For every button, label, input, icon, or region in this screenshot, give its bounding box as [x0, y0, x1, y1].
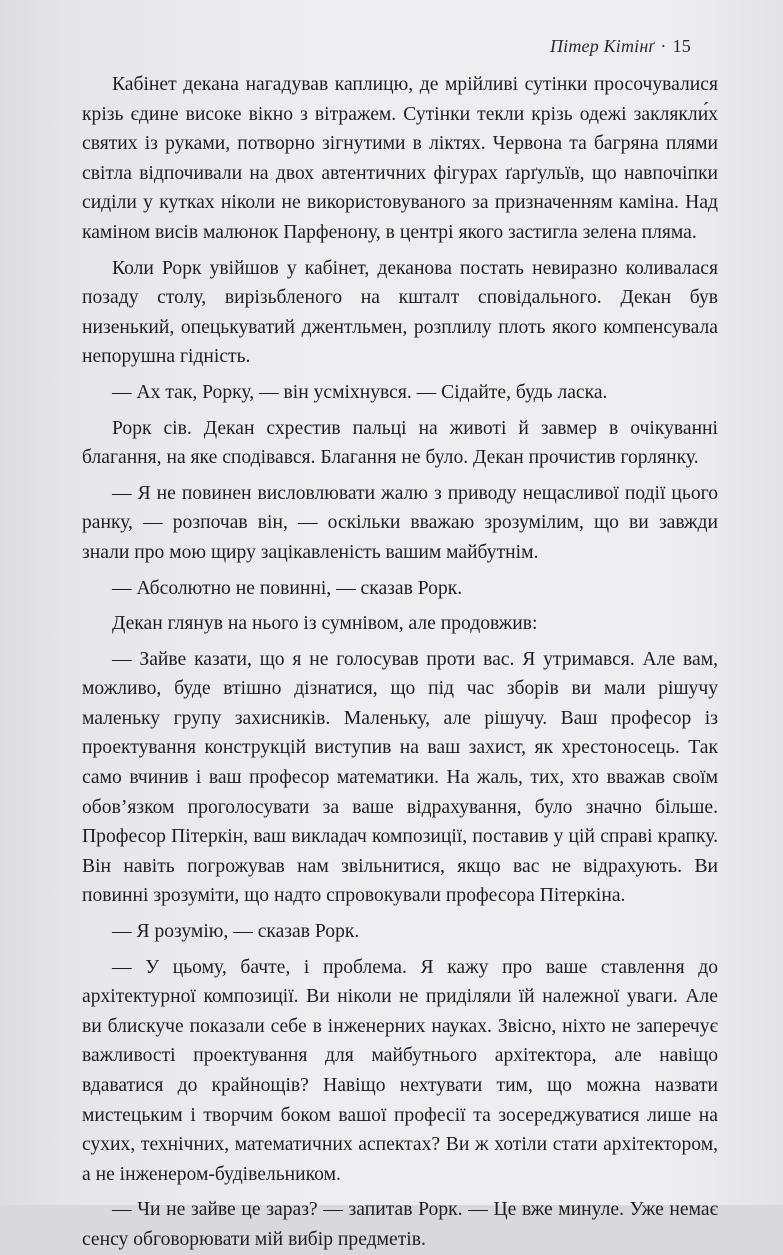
paragraph: — Чи не зайве це зараз? — запитав Рорк. — Це вже минуле. Уже немає сенсу обговорювати мій вибір предметів. — [82, 1199, 718, 1250]
paragraph: — Ах так, Рорку, — він усміхнувся. — Сідайте, будь ласка. — [112, 381, 608, 403]
paragraph: — Я не повинен висловлювати жалю з приводу нещасливої події цього ранку, — розпочав він, — оскільки вважаю зрозумілим, що ви завжди знали про мою щиру зацікавленість вашим майбутнім. — [82, 482, 718, 563]
running-title: Пітер Кітінґ — [549, 36, 655, 56]
paragraph: — Абсолютно не повинні, — сказав Рорк. — [112, 577, 463, 599]
running-head — [550, 36, 691, 57]
body-text — [82, 70, 718, 1255]
paragraph: Коли Рорк увійшов у кабінет, деканова постать невиразно коливалася позаду столу, вирізьбленого на кшталт сповідального. Декан був низенький, опецькуватий джентльмен, розплилу плоть якого компенсувала непорушна гідність. — [82, 257, 718, 368]
paragraph: Кабінет декана нагадував каплицю, де мрійливі сутінки просочувалися крізь єдине високе вікно з вітражем. Сутінки текли крізь одежі заклякли́х святих із руками, потворно зігнутими в ліктях. Червона та багряна плями світла відпочивали на двох автентичних фігурах ґарґульїв, що навпочіпки сиділи у кутках ніколи не використовуваного за призначенням каміна. Над каміном висів малюнок Парфенону, в центрі якого застигла зелена пляма. — [82, 74, 718, 243]
paragraph: Рорк сів. Декан схрестив пальці на животі й завмер в очікуванні благання, на яке сподівався. Благання не було. Декан прочистив горлянку. — [82, 417, 718, 469]
paragraph: — Я розумію, — сказав Рорк. — [112, 921, 360, 943]
paragraph: Декан глянув на нього із сумнівом, але продовжив: — [112, 613, 538, 635]
page-number: 15 — [672, 36, 691, 56]
paragraph: — У цьому, бачте, і проблема. Я кажу про ваше ставлення до архітектурної композиції. Ви ніколи не приділяли їй належної уваги. Але ви блискуче показали себе в інженерних науках. Звісно, ніхто не заперечує важливості проектування для майбутнього архітектора, але навіщо вдаватися до крайнощів? Навіщо нехтувати тим, що можна назвати мистецьким і творчим боком вашої професії та зосереджуватися лише на сухих, технічних, математичних аспектах? Ви ж хотіли стати архітектором, а не інженером-будівельником. — [82, 956, 718, 1185]
running-head-separator: · — [660, 36, 667, 56]
paragraph: — Зайве казати, що я не голосував проти вас. Я утримався. Але вам, можливо, буде втішно дізнатися, що під час зборів ви мали рішучу маленьку групу захисників. Маленьку, але рішучу. Ваш професор із проектування конструкцій виступив на ваш захист, як хрестоносець. Так само вчинив і ваш професор математики. На жаль, тих, хто вважав своїм обов’язком проголосувати за ваше відрахування, було значно більше. Професор Пітеркін, ваш викладач композиції, поставив у цій справі крапку. Він навіть погрожував нам звільнитися, якщо вас не відрахують. Ви повинні зрозуміти, що надто спровокували професора Пітеркіна. — [82, 648, 718, 907]
